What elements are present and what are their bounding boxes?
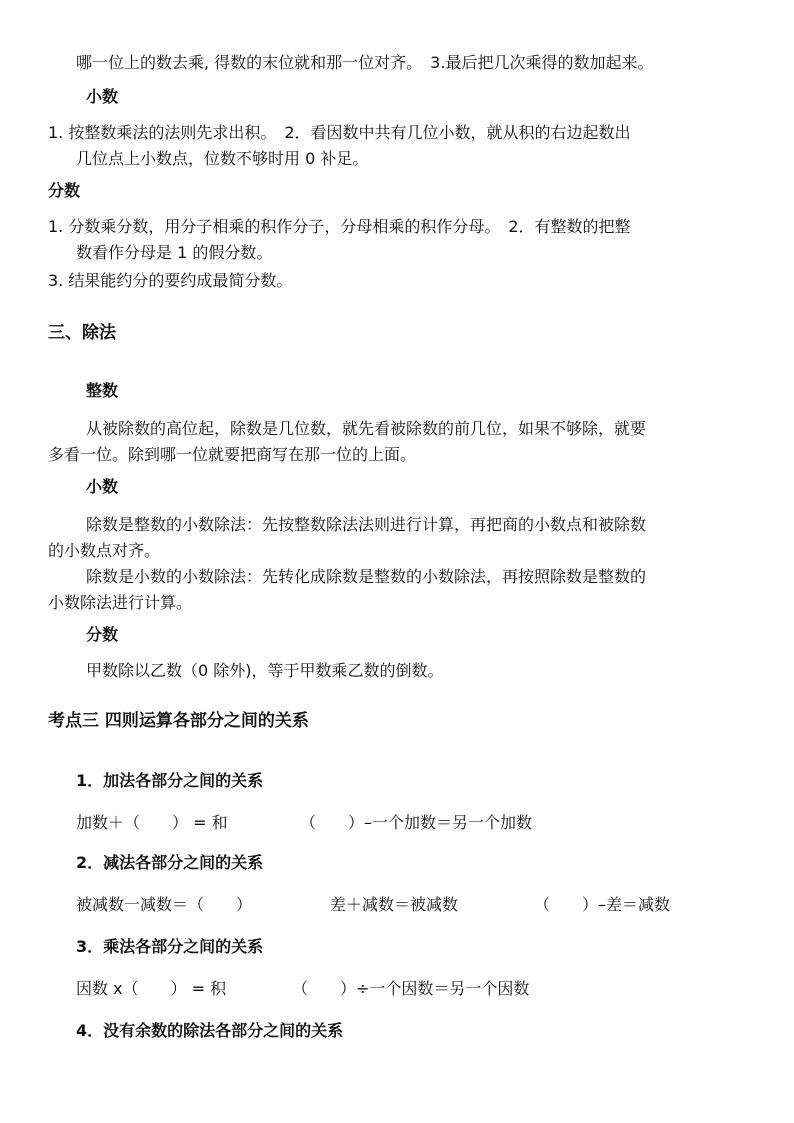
mul-formula-2: （ ）÷一个因数＝另一个因数 <box>292 979 530 998</box>
add-formula-2: （ ）–一个加数＝另一个加数 <box>300 813 533 832</box>
div-relation-heading: 4．没有余数的除法各部分之间的关系 <box>76 1021 344 1040</box>
sub-formula-1: 被减数一减数＝（ ） <box>76 895 253 914</box>
division-fraction-line1: 甲数除以乙数（0 除外)，等于甲数乘乙数的倒数。 <box>86 661 444 680</box>
sub-formula-2: 差＋减数＝被减数 <box>330 895 459 914</box>
add-formula-1: 加数＋（ ） = 和 <box>76 813 228 832</box>
division-decimal-heading: 小数 <box>86 477 119 496</box>
division-fraction-heading: 分数 <box>86 625 119 644</box>
division-decimal-p2-line1: 除数是小数的小数除法：先转化成除数是整数的小数除法，再按照除数是整数的 <box>86 567 647 586</box>
division-integer-line1: 从被除数的高位起，除数是几位数，就先看被除数的前几位，如果不够除，就要 <box>86 419 647 438</box>
mul-relation-heading: 3．乘法各部分之间的关系 <box>76 937 264 956</box>
mult-rule-line: 哪一位上的数去乘, 得数的末位就和那一位对齐。 3.最后把几次乘得的数加起来。 <box>76 53 654 72</box>
mul-formula-1: 因数 x（ ） = 积 <box>76 979 227 998</box>
add-relation-heading: 1．加法各部分之间的关系 <box>76 771 264 790</box>
division-decimal-p1-line1: 除数是整数的小数除法：先按整数除法法则进行计算，再把商的小数点和被除数 <box>86 515 647 534</box>
mult-fraction-item3: 3. 结果能约分的要约成最简分数。 <box>48 271 293 290</box>
mult-decimal-item-line2: 几位点上小数点，位数不够时用 0 补足。 <box>76 149 369 168</box>
mult-fraction-item-line2: 数看作分母是 1 的假分数。 <box>76 243 273 262</box>
division-decimal-p1-line2: 的小数点对齐。 <box>48 541 161 560</box>
division-integer-heading: 整数 <box>86 381 119 400</box>
mult-decimal-heading: 小数 <box>86 87 119 106</box>
section3-heading: 考点三 四则运算各部分之间的关系 <box>48 711 309 731</box>
sub-formula-3: （ ）–差＝减数 <box>534 895 671 914</box>
mult-decimal-item-line1: 1. 按整数乘法的法则先求出积。 2．看因数中共有几位小数，就从积的右边起数出 <box>48 123 631 142</box>
sub-relation-heading: 2．减法各部分之间的关系 <box>76 853 264 872</box>
division-decimal-p2-line2: 小数除法进行计算。 <box>48 593 193 612</box>
mult-fraction-item-line1: 1. 分数乘分数，用分子相乘的积作分子，分母相乘的积作分母。 2．有整数的把整 <box>48 217 631 236</box>
division-integer-line2: 多看一位。除到哪一位就要把商写在那一位的上面。 <box>48 445 417 464</box>
mult-fraction-heading: 分数 <box>48 181 81 200</box>
division-heading: 三、除法 <box>48 323 116 343</box>
